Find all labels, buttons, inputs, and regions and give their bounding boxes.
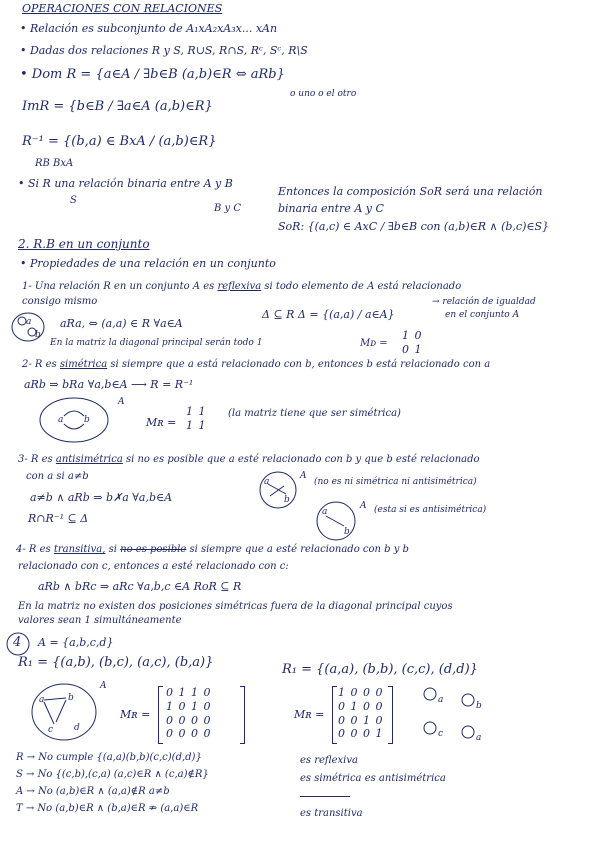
intro-line-binaria: • Si R una relación binaria entre A y B: [18, 177, 233, 190]
p3-note-1: (no es ni simétrica ni antisimétrica): [314, 477, 477, 487]
p2-matrix-row-1: 1 1: [186, 418, 207, 432]
p4-struck: no es posible: [120, 544, 187, 555]
refl-label-a: a: [26, 317, 32, 327]
p1-igualdad: → relación de igualdad: [432, 297, 536, 307]
intro-line-dom: • Dom R = {a∈A / ∃b∈B (a,b)∈R ⇔ aRb}: [20, 67, 285, 82]
p2-term-simetrica: simétrica: [59, 359, 108, 370]
p2-matrix-row-0: 1 1: [186, 405, 207, 418]
p3-line-2: con a si a≠b: [26, 471, 89, 482]
p4-formula: aRb ∧ bRc ⇒ aRc ∀a,b,c ∈A RoR ⊆ R: [38, 580, 242, 593]
big-label-b: b: [68, 693, 74, 703]
p1-igualdad-2: en el conjunto A: [445, 310, 520, 320]
ej4-right-simetrica: es simétrica es antisimétrica: [300, 773, 446, 784]
intro-line-inverse: R⁻¹ = {(b,a) ∈ BxA / (a,b)∈R}: [22, 134, 217, 149]
p2-formula: aRb ⇒ bRa ∀a,b∈A ⟶ R = R⁻¹: [24, 378, 194, 391]
ej4-left-t: T → No (a,b)∈R ∧ (b,a)∈R ⇏ (a,a)∈R: [16, 803, 199, 814]
ant2-label-set: A: [360, 501, 367, 511]
m1-left-bracket: [158, 686, 163, 744]
m2-left-bracket: [332, 686, 337, 744]
p3-term-antisimetrica: antisimétrica: [55, 454, 123, 465]
big-label-a: a: [39, 695, 45, 705]
m2-right-bracket: [388, 686, 393, 744]
p1-formula: aRa, ⇔ (a,a) ∈ R ∀a∈A: [60, 317, 183, 330]
p3-note-2: (esta si es antisimétrica): [374, 505, 487, 515]
relation-graph-diagram: [30, 680, 110, 744]
m1-row-0: 0 1 1 0: [166, 686, 212, 699]
ej4-left-r: R → No cumple {(a,a)(b,b)(c,c)(d,d)}: [16, 752, 202, 763]
ej4-left-a: A → No (a,b)∈R ∧ (a,a)∉R a≠b: [16, 786, 170, 797]
ej4-right-transitiva: es transitiva: [300, 808, 363, 819]
p2-note: (la matriz tiene que ser simétrica): [228, 408, 401, 419]
m1-row-2: 0 0 0 0: [166, 713, 212, 727]
ej4-left-s: S → No {(c,b),(c,a) (a,c)∈R ∧ (c,a)∉R}: [16, 769, 209, 780]
sym-label-a: a: [58, 415, 64, 425]
p4-line-1: 4- R es transitiva, si no es posible si siempre que a esté relacionado con b y b: [16, 544, 409, 555]
p3-line-1: 3- R es antisimétrica si no es posible que a esté relacionado con b y que b esté relacionado: [18, 454, 480, 465]
intro-line-2: • Dadas dos relaciones R y S, R∪S, R∩S, Rᶜ, Sᶜ, R\S: [20, 44, 308, 57]
p1-delta: Δ ⊆ R Δ = {(a,a) / a∈A}: [262, 308, 395, 321]
ej4-set-a: A = {a,b,c,d}: [38, 636, 114, 649]
sym-label-b: b: [84, 415, 90, 425]
ej4-m1-label: Mʀ =: [120, 708, 151, 721]
m2-row-3: 0 0 0 1: [338, 727, 384, 741]
sym-label-set: A: [118, 397, 125, 407]
loop-label-1: a: [438, 695, 444, 705]
reflexive-loop-diagram: [10, 310, 50, 346]
intro-line-rb: RB BxA: [35, 158, 74, 169]
m2-row-2: 0 0 1 0: [338, 713, 384, 727]
refl-label-b: b: [35, 330, 41, 340]
loop-label-3: c: [438, 729, 444, 739]
ej4-r1-right: R₁ = {(a,a), (b,b), (c,c), (d,d)}: [282, 662, 478, 677]
antisymmetric-diagram-2: [312, 500, 372, 542]
loop-label-4: a: [476, 733, 482, 743]
composicion-line-1: Entonces la composición SoR será una relación: [278, 185, 543, 198]
self-loop-diagrams: [420, 680, 510, 750]
ej4-m2-label: Mʀ =: [294, 708, 325, 721]
page-title: OPERACIONES CON RELACIONES: [22, 2, 223, 15]
big-label-d: d: [74, 723, 80, 733]
p1-line-2: consigo mismo: [22, 296, 98, 307]
intro-line-im: ImR = {b∈B / ∃a∈A (a,b)∈R}: [22, 99, 213, 114]
p1-term-reflexiva: reflexiva: [217, 281, 262, 292]
p2-mr-label: Mʀ =: [146, 416, 177, 429]
exercise-number: 4: [13, 635, 22, 650]
p2-line-1: 2- R es simétrica si siempre que a está relacionado con b, entonces b está relacionado con a: [22, 359, 491, 370]
symmetric-diagram: [38, 396, 128, 446]
m2-row-0: 1 0 0 0: [338, 686, 384, 699]
ej4-matrix-2: [338, 686, 384, 741]
antisymmetric-diagram-1: [256, 470, 312, 510]
ant2-label-a: a: [322, 507, 328, 517]
p1-line-1: 1- Una relación R en un conjunto A es reflexiva si todo elemento de A está relacionado: [22, 281, 462, 292]
p4-matriz-note-1: En la matriz no existen dos posiciones simétricas fuera de la diagonal principal cuyos: [18, 601, 453, 612]
m1-row-3: 0 0 0 0: [166, 727, 212, 741]
p2-matrix: [186, 405, 207, 433]
ant1-label-a: a: [264, 477, 270, 487]
p1-matriz-note: En la matriz la diagonal principal serán todo 1: [50, 338, 263, 348]
p1-matrix-row-1: 0 1: [402, 342, 423, 356]
note-uno-otro: o uno o el otro: [290, 89, 357, 99]
p3-formula: a≠b ∧ aRb ⇒ b✗a ∀a,b∈A: [30, 491, 173, 504]
composicion-line-2: binaria entre A y C: [278, 202, 384, 215]
ant2-label-b: b: [344, 527, 350, 537]
p1-matrix: [402, 329, 423, 357]
composicion-line-3: SoR: {(a,c) ∈ AxC / ∃b∈B con (a,b)∈R ∧ (b,c)∈S}: [278, 220, 550, 233]
section-2-title: 2. R.B en un conjunto: [18, 237, 150, 251]
propiedades-heading: • Propiedades de una relación en un conjunto: [20, 257, 276, 270]
p1-matrix-row-0: 1 0: [402, 329, 423, 342]
ant1-label-set: A: [300, 471, 307, 481]
p4-term-transitiva: transitiva,: [53, 544, 106, 555]
m1-row-1: 1 0 1 0: [166, 699, 212, 713]
loop-label-2: b: [476, 701, 482, 711]
p4-matriz-note-2: valores sean 1 simultáneamente: [18, 615, 182, 626]
intro-line-1: • Relación es subconjunto de A₁xA₂xA₃x... xAn: [20, 22, 278, 35]
intro-line-byc: B y C: [214, 203, 242, 214]
p3-intersection: R∩R⁻¹ ⊆ Δ: [28, 512, 89, 525]
intro-line-s: S: [70, 195, 77, 206]
big-label-set: A: [100, 681, 107, 691]
scribble-line: [300, 796, 350, 797]
ej4-right-reflexiva: es reflexiva: [300, 755, 358, 766]
p1-md-label: Mᴅ =: [360, 338, 388, 349]
ant1-label-b: b: [284, 495, 290, 505]
m1-right-bracket: [240, 686, 245, 744]
p4-line-2: relacionado con c, entonces a esté relacionado con c:: [18, 561, 289, 572]
ej4-matrix-1: [166, 686, 212, 741]
ej4-r1-left: R₁ = {(a,b), (b,c), (a,c), (b,a)}: [18, 655, 214, 670]
m2-row-1: 0 1 0 0: [338, 699, 384, 713]
big-label-c: c: [48, 725, 54, 735]
